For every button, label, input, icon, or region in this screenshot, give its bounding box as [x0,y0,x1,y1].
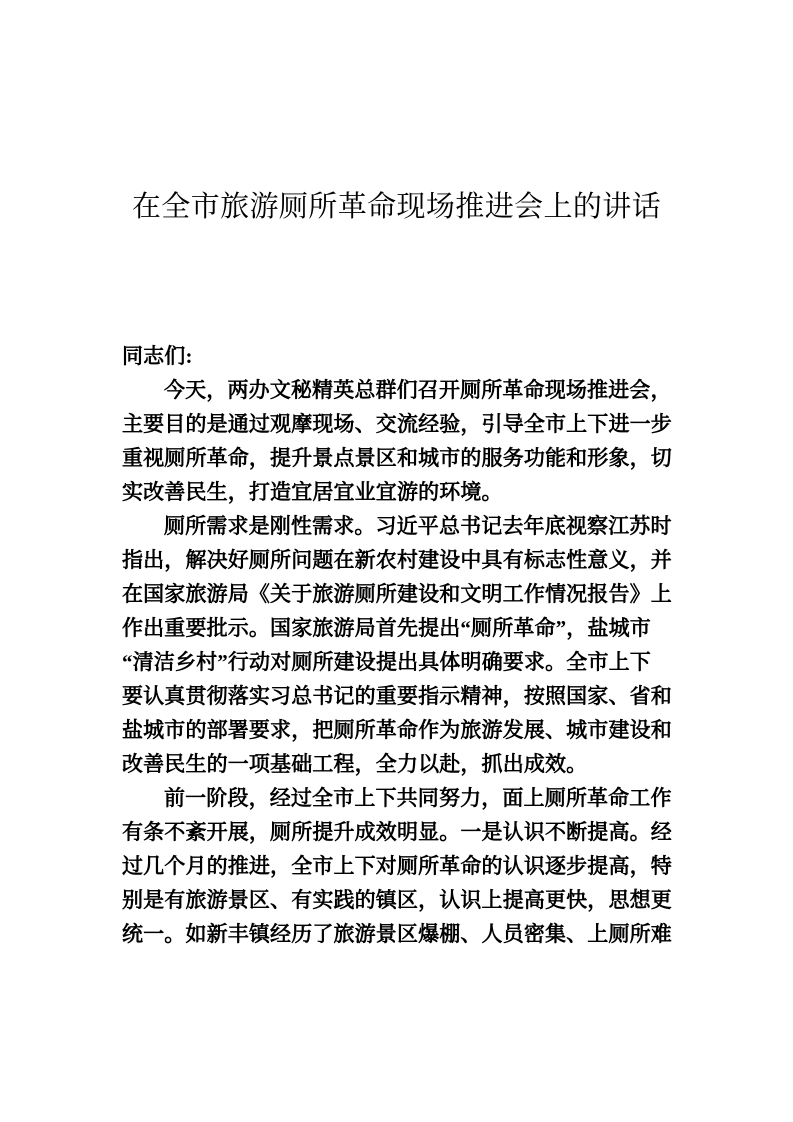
paragraph-line: 有条不紊开展，厕所提升成效明显。一是认识不断提高。经 [122,820,672,844]
paragraph-line: 指出，解决好厕所问题在新农村建设中具有标志性意义，并 [122,548,672,572]
paragraph-line: 主要目的是通过观摩现场、交流经验，引导全市上下进一步 [122,412,672,436]
document-body [122,339,674,951]
paragraph-line: 今天，两办文秘精英总群们召开厕所革命现场推进会， [164,378,672,402]
paragraph-line: 改善民生的一项基础工程，全力以赴，抓出成效。 [122,752,588,776]
paragraph-line: 统一。如新丰镇经历了旅游景区爆棚、人员密集、上厕所难 [122,922,672,946]
paragraph-line: 厕所需求是刚性需求。习近平总书记去年底视察江苏时 [164,514,672,538]
paragraph-line: 过几个月的推进，全市上下对厕所革命的认识逐步提高，特 [122,854,672,878]
paragraph-line: 作出重要批示。国家旅游局首先提出“厕所革命”，盐城市 [122,616,651,640]
salutation-line: 同志们: [122,344,193,368]
paragraph-line: 重视厕所革命，提升景点景区和城市的服务功能和形象，切 [122,446,672,470]
paragraph-line: “清洁乡村”行动对厕所建设提出具体明确要求。全市上下 [122,650,651,674]
paragraph-line: 在国家旅游局《关于旅游厕所建设和文明工作情况报告》上 [122,582,672,606]
paragraph-line: 实改善民生，打造宜居宜业宜游的环境。 [122,480,503,504]
paragraph-line: 要认真贯彻落实习总书记的重要指示精神，按照国家、省和 [122,684,672,708]
paragraph-line: 别是有旅游景区、有实践的镇区，认识上提高更快，思想更 [122,888,672,912]
paragraph-line: 前一阶段，经过全市上下共同努力，面上厕所革命工作 [164,786,672,810]
paragraph-line: 盐城市的部署要求，把厕所革命作为旅游发展、城市建设和 [122,718,672,742]
document-title: 在全市旅游厕所革命现场推进会上的讲话 [131,191,662,223]
